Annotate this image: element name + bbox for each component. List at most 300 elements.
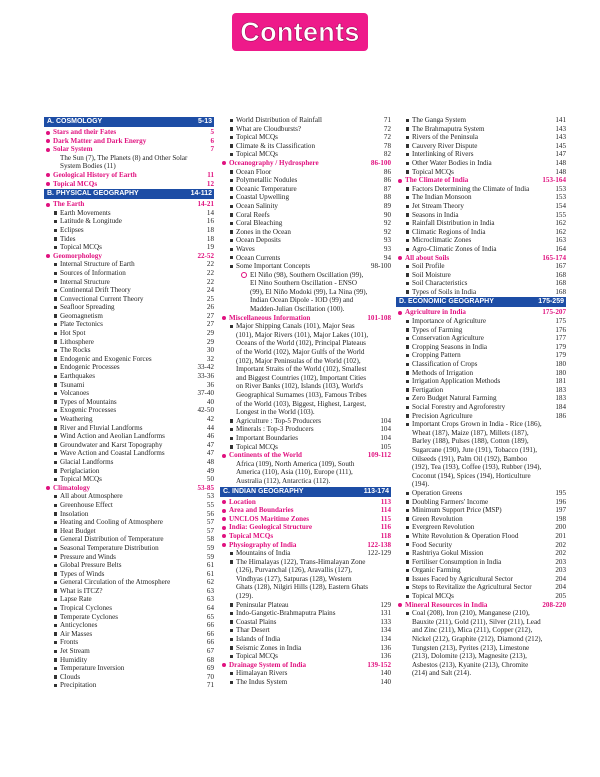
- page-number: 14: [206, 208, 214, 217]
- entry-title: All about Atmosphere: [60, 492, 123, 501]
- page-number: 44: [206, 423, 214, 432]
- entry-title: Climate & its Classification: [236, 141, 316, 150]
- entry-title: Jet Stream Theory: [412, 201, 464, 210]
- sub-entry: [220, 678, 391, 687]
- entry-title: Tsunami: [60, 380, 85, 389]
- sub-entry: [396, 334, 566, 343]
- entry-title: Polymetallic Nodules: [236, 176, 298, 185]
- page-number: 202: [555, 549, 566, 558]
- page-number: 196: [555, 497, 566, 506]
- page-number: 136: [380, 652, 391, 661]
- entry-title: Types of Mountains: [60, 397, 117, 406]
- entry-title: Important Crops Grown in India - Rice (186), Wheat (187), Maize (187), Millets (187), Barley (188), Pulses (188), Cotton (189), Sugarcane (190), Jute (191), Tobacco (191), Oilseeds (191), Palm Oil (192), Bamboo (192), Tea (193), Coffee (193), Rubber (194), Coconut (194), Spices (194), Horticulture (194).: [412, 420, 542, 489]
- topic-heading: [396, 176, 566, 185]
- sub-entry: [220, 219, 391, 228]
- page-number: 204: [555, 574, 566, 583]
- sub-entry: [44, 286, 214, 295]
- page-number: 66: [206, 629, 214, 638]
- entry-title: Volcanoes: [60, 389, 90, 398]
- sub-entry: [396, 317, 566, 326]
- page-number: 67: [206, 647, 214, 656]
- sub-entry: [220, 443, 391, 452]
- entry-title: Other Water Bodies in India: [412, 158, 492, 167]
- entry-title: Himalayan Rivers: [236, 669, 288, 678]
- page-number: 113-174: [363, 487, 389, 495]
- topic-heading: [220, 451, 391, 460]
- sub-entry: [44, 647, 214, 656]
- sub-entry: [44, 449, 214, 458]
- sub-entry: [220, 669, 391, 678]
- sub-entry: [396, 228, 566, 237]
- entry-title: Geological History of Earth: [53, 170, 137, 179]
- page-number: 18: [206, 234, 214, 243]
- entry-title: Doubling Farmers' Income: [412, 497, 489, 506]
- entry-title: The Rocks: [60, 346, 91, 355]
- sub-entry: [44, 681, 214, 690]
- entry-title: Internal Structure of Earth: [60, 260, 135, 269]
- page-number: 14-112: [190, 190, 212, 198]
- sub-entry: [44, 269, 214, 278]
- entry-title: D. ECONOMIC GEOGRAPHY: [399, 298, 494, 306]
- page-number: 11: [207, 170, 214, 179]
- sub-entry: [396, 125, 566, 134]
- entry-title: Coastal Upwelling: [236, 193, 289, 202]
- entry-title: El Niño (98), Southern Oscillation (99), El Nino Southern Oscillation - ENSO (99), El Niño Modoki (99), La Nina (99), Indian Ocean Dipole - IOD (99) and Madden-Julian Oscillation (100).: [250, 270, 368, 314]
- sub-entry: [220, 125, 391, 134]
- sub-entry: [44, 338, 214, 347]
- entry-title: Types of Farming: [412, 325, 463, 334]
- entry-title: Cauvery River Dispute: [412, 141, 478, 150]
- sub-entry: [396, 403, 566, 412]
- page-number: 27: [206, 320, 214, 329]
- page-number: 42: [206, 415, 214, 423]
- sub-entry: [44, 235, 214, 244]
- sub-entry: [44, 630, 214, 639]
- page-number: 204: [555, 583, 566, 592]
- entry-title: Soil Moisture: [412, 270, 451, 279]
- page-number: 71: [383, 116, 391, 124]
- entry-title: Lapse Rate: [60, 595, 92, 604]
- sub-entry: [44, 492, 214, 501]
- page-number: 92: [383, 227, 391, 236]
- sub-entry: [44, 355, 214, 364]
- entry-title: Microclimatic Zones: [412, 236, 472, 245]
- page-number: 181: [555, 377, 566, 386]
- entry-title: Lithosphere: [60, 337, 94, 346]
- topic-heading: [220, 541, 391, 550]
- entry-title: Humidity: [60, 655, 88, 664]
- page-number: 116: [380, 523, 391, 532]
- sub-entry: [44, 346, 214, 355]
- entry-title: Miscellaneous Information: [229, 313, 311, 322]
- page-number: 33-36: [197, 372, 214, 381]
- page-number: 37-40: [197, 389, 214, 398]
- sub-entry: [220, 262, 391, 271]
- section-header: [44, 117, 214, 127]
- entry-title: All about Soils: [405, 253, 450, 262]
- page-number: 101-108: [367, 313, 391, 322]
- sub-entry: [44, 260, 214, 269]
- page-number: 136: [380, 643, 391, 652]
- page-number: 205: [555, 592, 566, 601]
- page-number: 167: [555, 262, 566, 271]
- entry-title: Major Shipping Canals (101), Major Seas (101), Major Rivers (101), Major Lakes (101), Oceans of the World (102), Principal Plateaus of the World (102), Major Gulfs of the World (102), Major Peninsulas of the World (102), Important Straits of the World (102), Smallest and Biggest Countries (102), Important Cities on River Banks (102), Islands (103), World's Geographical Surnames (103), Famous Tribes of the World (103), Biggest, Highest, Largest, Longest in the World (103).: [236, 322, 369, 417]
- sub-entry: [396, 271, 566, 280]
- sub-entry: [44, 578, 214, 587]
- entry-title: Coral Bleaching: [236, 219, 283, 228]
- sub-entry: [220, 558, 391, 601]
- sub-entry: [396, 489, 566, 498]
- entry-title: UNCLOS Maritime Zones: [229, 514, 309, 523]
- entry-title: Anticyclones: [60, 621, 98, 630]
- entry-title: Types of Winds: [60, 569, 105, 578]
- page-number: 179: [555, 342, 566, 351]
- entry-title: Geomagnetism: [60, 311, 103, 320]
- page-number: 134: [380, 626, 391, 635]
- entry-title: Earthquakes: [60, 372, 96, 381]
- sub-entry: [44, 320, 214, 329]
- page-number: 175-207: [542, 308, 566, 317]
- page-number: 22: [206, 277, 214, 286]
- page-number: 25: [206, 294, 214, 303]
- sub-entry: [396, 558, 566, 567]
- entry-title: Issues Faced by Agricultural Sector: [412, 574, 513, 583]
- entry-title: Peninsular Plateau: [236, 600, 289, 609]
- entry-title: Seasonal Temperature Distribution: [60, 543, 159, 552]
- sub-entry: [220, 202, 391, 211]
- concept-detail: [220, 271, 391, 314]
- sub-entry: [44, 363, 214, 372]
- topic-heading: [220, 515, 391, 524]
- entry-title: Factors Determining the Climate of India: [412, 184, 530, 193]
- page-number: 179: [555, 351, 566, 360]
- sub-entry: [396, 262, 566, 271]
- sub-entry: [44, 553, 214, 562]
- page-number: 26: [206, 303, 214, 312]
- sub-entry: [44, 441, 214, 450]
- page-number: 36: [206, 380, 214, 389]
- entry-title: Ocean Floor: [236, 167, 272, 176]
- sub-entry: [220, 434, 391, 443]
- sub-entry: [396, 142, 566, 151]
- page-number: 122-129: [367, 549, 391, 558]
- page-number: 62: [206, 578, 214, 587]
- entry-title: Social Forestry and Agroforestry: [412, 403, 506, 411]
- page-number: 30: [206, 346, 214, 355]
- page-number: 115: [380, 514, 391, 523]
- entry-title: Eclipses: [60, 225, 84, 234]
- sub-entry: [396, 609, 566, 678]
- topic-heading: [396, 254, 566, 263]
- page-number: 14-21: [197, 200, 214, 209]
- entry-title: Climatic Regions of India: [412, 227, 486, 236]
- entry-title: Continents of the World: [229, 451, 302, 460]
- entry-title: Exogenic Processes: [60, 406, 117, 415]
- page-number: 5: [210, 128, 214, 136]
- sub-entry: [220, 236, 391, 245]
- page-number: 24: [206, 286, 214, 295]
- entry-title: General Distribution of Temperature: [60, 535, 164, 544]
- entry-title: Solar System: [53, 145, 93, 154]
- page-number: 147: [555, 150, 566, 159]
- entry-title: Drainage System of India: [229, 660, 307, 669]
- entry-title: Precipitation: [60, 681, 97, 690]
- entry-title: B. PHYSICAL GEOGRAPHY: [47, 190, 139, 198]
- entry-title: Topical MCQs: [412, 592, 454, 601]
- sub-entry: [220, 322, 391, 417]
- sub-entry: [44, 656, 214, 665]
- page-number: 29: [206, 329, 214, 338]
- sub-entry: [396, 193, 566, 202]
- entry-title: Ocean Currents: [236, 253, 281, 262]
- page-number: 18: [206, 225, 214, 234]
- page-number: 71: [206, 681, 214, 690]
- page-number: 53: [206, 492, 214, 501]
- page-number: 104: [380, 416, 391, 425]
- page-number: 143: [555, 133, 566, 142]
- page-number: 82: [383, 150, 391, 159]
- sub-entry: [396, 279, 566, 288]
- entry-title: Cropping Seasons in India: [412, 342, 488, 351]
- entry-title: Endogenic Processes: [60, 363, 120, 372]
- entry-title: Tropical Cyclones: [60, 604, 112, 613]
- page-number: 19: [206, 243, 214, 252]
- sub-entry: [44, 621, 214, 630]
- entry-title: Cropping Pattern: [412, 351, 461, 360]
- sub-entry: [44, 467, 214, 476]
- sub-entry: [44, 432, 214, 441]
- page-number: 47: [206, 449, 214, 458]
- entry-title: Plate Tectonics: [60, 320, 103, 329]
- sub-entry: [396, 360, 566, 369]
- sub-entry: [396, 245, 566, 254]
- entry-title: Periglaciation: [60, 466, 100, 475]
- sub-entry: [220, 644, 391, 653]
- page-number: 133: [380, 617, 391, 626]
- entry-title: Indo-Gangetic-Brahmaputra Plains: [236, 609, 336, 618]
- entry-title: Topical MCQs: [412, 167, 454, 176]
- section-header: [44, 189, 214, 199]
- sub-entry: [44, 295, 214, 304]
- page-number: 180: [555, 360, 566, 369]
- entry-title: Green Revolution: [412, 514, 463, 523]
- page-number: 198: [555, 514, 566, 523]
- sub-entry: [220, 254, 391, 263]
- entry-title: Fronts: [60, 638, 79, 647]
- sub-entry: [220, 652, 391, 661]
- page-number: 86: [383, 167, 391, 176]
- sub-entry: [220, 425, 391, 434]
- entry-title: Agro-Climatic Zones of India: [412, 244, 497, 253]
- page-number: 131: [380, 609, 391, 618]
- page-number: 154: [555, 201, 566, 210]
- entry-title: Topical MCQs: [60, 475, 102, 484]
- sub-entry: [220, 609, 391, 618]
- entry-title: White Revolution & Operation Flood: [412, 531, 519, 540]
- sub-entry: [44, 604, 214, 613]
- entry-title: General Circulation of the Atmosphere: [60, 578, 171, 587]
- entry-title: Rivers of the Peninsula: [412, 133, 479, 142]
- contents-title: Contents: [240, 16, 360, 47]
- entry-title: Organic Farming: [412, 566, 461, 575]
- sub-entry: [220, 417, 391, 426]
- contents-column-3: [396, 116, 566, 678]
- page-number: 141: [555, 116, 566, 124]
- page-number: 114: [380, 506, 391, 515]
- entry-title: Topical MCQs: [236, 652, 278, 661]
- page-number: 162: [555, 227, 566, 236]
- page-number: 148: [555, 167, 566, 176]
- entry-title: Seafloor Spreading: [60, 303, 115, 312]
- entry-title: Topical MCQs: [236, 150, 278, 159]
- sub-entry: [44, 570, 214, 579]
- page-number: 88: [383, 193, 391, 202]
- page-number: 143: [555, 124, 566, 133]
- sub-entry: [44, 389, 214, 398]
- page-number: 61: [206, 569, 214, 578]
- sub-entry: [396, 412, 566, 421]
- detail-note: [220, 460, 391, 486]
- sub-entry: [44, 303, 214, 312]
- entry-title: The Climate of India: [405, 176, 469, 185]
- topic-heading: [220, 523, 391, 532]
- entry-title: Fertigation: [412, 385, 444, 394]
- page-number: 22: [206, 268, 214, 277]
- topic-heading: [44, 137, 214, 146]
- page-number: 40: [206, 397, 214, 406]
- sub-entry: [44, 312, 214, 321]
- page-number: 64: [206, 604, 214, 613]
- sub-entry: [396, 116, 566, 125]
- page-number: 94: [383, 253, 391, 262]
- page-number: 58: [206, 535, 214, 544]
- sub-entry: [396, 592, 566, 601]
- page-number: 140: [380, 669, 391, 678]
- entry-title: Waves: [236, 244, 255, 253]
- page-number: 63: [206, 595, 214, 604]
- page-number: 184: [555, 403, 566, 411]
- page-number: 148: [555, 158, 566, 167]
- entry-title: Physiography of India: [229, 540, 297, 549]
- page-number: 164: [555, 244, 566, 253]
- page-number: 186: [555, 411, 566, 420]
- entry-title: Topical MCQs: [53, 179, 98, 188]
- entry-title: Clouds: [60, 672, 81, 681]
- page-number: 5-13: [197, 118, 212, 125]
- sub-entry: [44, 527, 214, 536]
- sub-entry: [44, 458, 214, 467]
- entry-title: Seismic Zones in India: [236, 643, 302, 652]
- sub-entry: [44, 209, 214, 218]
- page-number: 48: [206, 457, 214, 466]
- sub-entry: [220, 185, 391, 194]
- entry-title: Classification of Crops: [412, 360, 478, 369]
- entry-title: Irrigation Application Methods: [412, 377, 501, 386]
- page-number: 109-112: [367, 451, 391, 460]
- sub-entry: [220, 549, 391, 558]
- entry-title: Heat Budget: [60, 526, 96, 535]
- sub-entry: [44, 424, 214, 433]
- page-number: 139-152: [367, 660, 391, 669]
- entry-title: River and Fluvial Landforms: [60, 423, 143, 432]
- topic-heading: [44, 252, 214, 261]
- page-number: 27: [206, 311, 214, 320]
- page-number: 98-100: [370, 262, 391, 271]
- topic-heading: [220, 314, 391, 323]
- entry-title: Geomorphology: [53, 251, 102, 260]
- topic-heading: [220, 661, 391, 670]
- page-number: 183: [555, 385, 566, 394]
- page-number: 46: [206, 432, 214, 441]
- entry-title: The Indian Monsoon: [412, 193, 472, 202]
- entry-title: The Ganga System: [412, 116, 466, 124]
- entry-title: Endogenic and Exogenic Forces: [60, 354, 152, 363]
- entry-title: The Sun (7), The Planets (8) and Other Solar System Bodies (11): [60, 153, 188, 171]
- entry-title: What is ITCZ?: [60, 586, 103, 595]
- page-number: 168: [555, 270, 566, 279]
- entry-title: Operation Greens: [412, 488, 463, 497]
- page-number: 49: [206, 466, 214, 475]
- page-number: 66: [206, 638, 214, 647]
- page-number: 129: [380, 600, 391, 609]
- page-number: 12: [206, 179, 214, 188]
- sub-entry: [220, 193, 391, 202]
- sub-entry: [396, 159, 566, 168]
- sub-entry: [396, 211, 566, 220]
- page-number: 104: [380, 433, 391, 442]
- entry-title: What are Cloudbursts?: [236, 124, 302, 133]
- entry-title: C. INDIAN GEOGRAPHY: [223, 487, 304, 495]
- page-number: 153: [555, 184, 566, 193]
- sub-entry: [44, 518, 214, 527]
- sub-entry: [396, 506, 566, 515]
- entry-title: Islands of India: [236, 635, 281, 644]
- page-number: 78: [383, 141, 391, 150]
- sub-entry: [44, 372, 214, 381]
- entry-title: Topical MCQs: [236, 442, 278, 451]
- sub-entry: [44, 673, 214, 682]
- page-number: 32: [206, 354, 214, 363]
- sub-entry: [396, 583, 566, 592]
- sub-entry: [44, 510, 214, 519]
- page-number: 177: [555, 334, 566, 343]
- page-number: 175: [555, 317, 566, 326]
- entry-title: Ocean Deposits: [236, 236, 281, 245]
- sub-entry: [396, 532, 566, 541]
- sub-entry: [396, 515, 566, 524]
- page-number: 92: [383, 219, 391, 228]
- page-number: 22-52: [197, 251, 214, 260]
- page-number: 180: [555, 368, 566, 377]
- entry-title: Some Important Concepts: [236, 262, 311, 271]
- sub-entry: [220, 245, 391, 254]
- entry-title: Stars and their Fates: [53, 128, 117, 136]
- entry-title: Coral Reefs: [236, 210, 270, 219]
- entry-title: Oceanography / Hydrosphere: [229, 158, 319, 167]
- entry-title: Minerals : Top-3 Producers: [236, 425, 314, 434]
- page-number: 70: [206, 672, 214, 681]
- entry-title: Topical MCQs: [60, 243, 102, 252]
- entry-title: Air Masses: [60, 629, 93, 638]
- sub-entry: [396, 420, 566, 489]
- entry-title: Oceanic Temperature: [236, 184, 297, 193]
- sub-entry: [396, 202, 566, 211]
- sub-entry: [220, 133, 391, 142]
- page-number: 201: [555, 531, 566, 540]
- sub-entry: [396, 326, 566, 335]
- page-number: 86-100: [370, 158, 391, 167]
- page-number: 122-138: [367, 540, 391, 549]
